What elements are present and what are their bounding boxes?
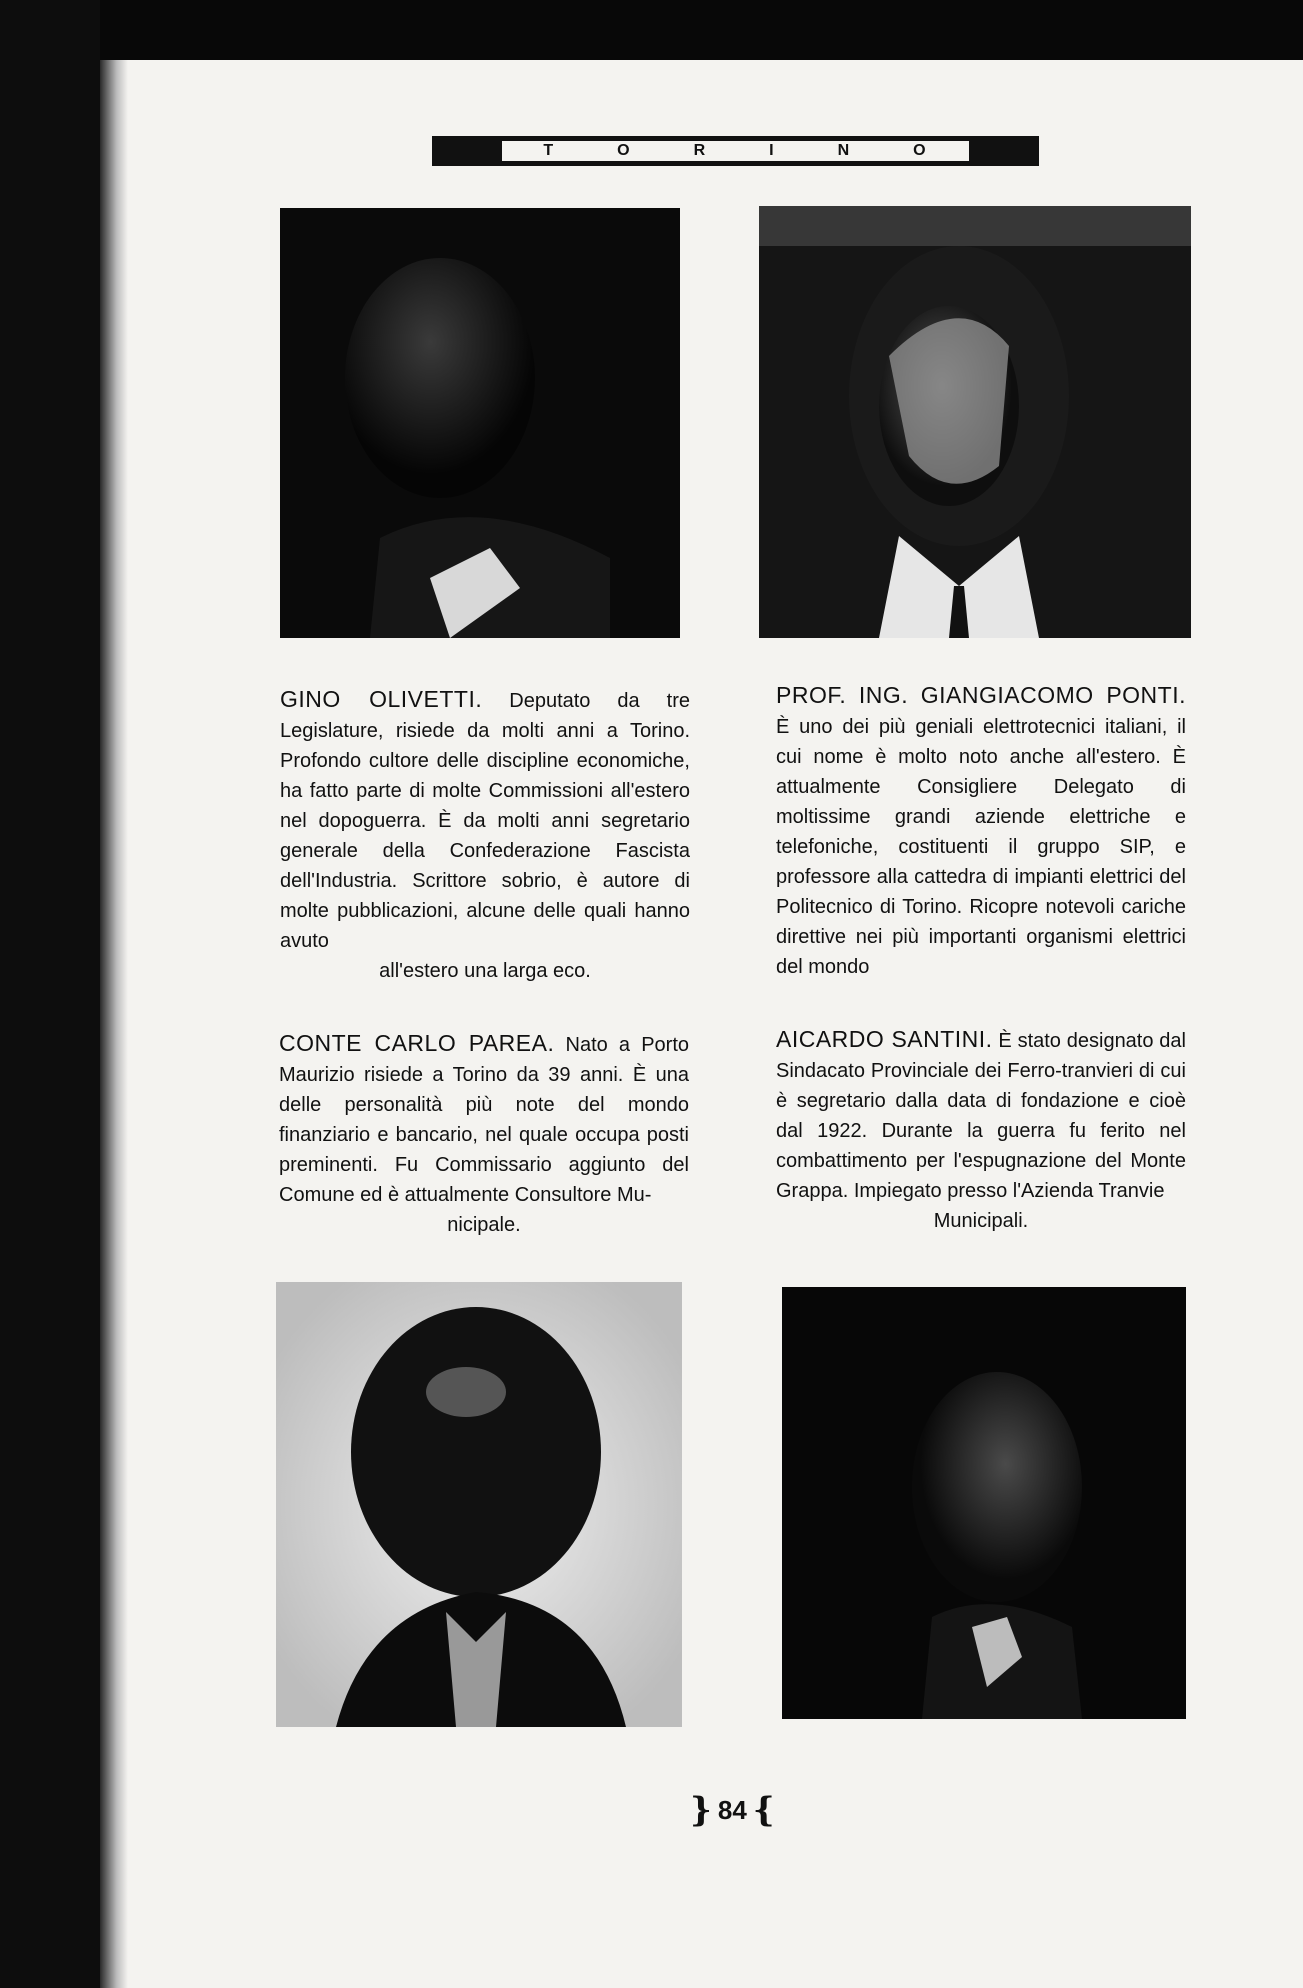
left-brace-ornament: } [690, 1790, 712, 1830]
person-name: GINO OLIVETTI. [280, 686, 483, 712]
page-number-value: 84 [717, 1794, 747, 1825]
portrait-parea [276, 1282, 682, 1727]
bio-last-line: all'estero una larga eco. [379, 960, 591, 982]
header-letter: R [693, 142, 708, 159]
header-letter: T [543, 142, 556, 159]
bio-text: Nato a Porto Maurizio risiede a Torino da 39 anni. È una delle personalità più note del mondo finanziario e bancario, nel quale occupa posti preminenti. Fu Commissario aggiunto del Comune ed è attualmente Consultore Mu- [279, 1034, 689, 1206]
person-name: PROF. ING. GIANGIACOMO PONTI. [776, 682, 1186, 708]
bio-text: Deputato da tre Legislature, risiede da molti anni a Torino. Profondo cultore delle discipline economiche, ha fatto parte di molte Commissioni all'estero nel dopoguerra. È da molti anni segretario generale della Confederazione Fascista dell'Industria. Scrittore sobrio, è autore di molte pubblicazioni, alcune delle quali hanno avuto [280, 690, 690, 952]
person-name: AICARDO SANTINI. [776, 1026, 993, 1052]
running-header [432, 136, 1039, 166]
caption-santini [776, 1024, 1186, 1236]
bio-text: È stato designato dal Sindacato Provinciale dei Ferro-tranvieri di cui è segretario dalla data di fondazione e cioè dal 1922. Durante la guerra fu ferito nel combattimento per l'espugnazione del Monte Grappa. Impiegato presso l'Azienda Tranvie [776, 1030, 1186, 1202]
portrait-ponti [759, 206, 1191, 638]
portrait-olivetti [280, 208, 680, 638]
header-letter: O [913, 142, 928, 159]
person-name: CONTE CARLO PAREA. [279, 1030, 555, 1056]
right-brace-ornament: { [752, 1790, 775, 1830]
bio-last-line: Municipali. [933, 1210, 1029, 1232]
portrait-santini [782, 1287, 1186, 1719]
header-ornament-left [432, 136, 502, 166]
page-number [690, 1790, 775, 1830]
header-letter: I [769, 142, 776, 159]
caption-olivetti [280, 684, 690, 986]
header-letter: O [617, 142, 632, 159]
header-ornament-right [969, 136, 1039, 166]
header-letter: N [837, 142, 852, 159]
caption-ponti [776, 680, 1186, 982]
bio-last-line: nicipale. [447, 1214, 521, 1236]
caption-parea [279, 1028, 689, 1240]
header-title [543, 142, 927, 160]
bio-text: È uno dei più geniali elettrotecnici italiani, il cui nome è molto noto anche all'estero. È attualmente Consigliere Delegato di moltissime grandi aziende elettriche e telefoniche, costituenti il gruppo SIP, e professore alla cattedra di impianti elettrici del Politecnico di Torino. Ricopre notevoli cariche direttive nei più importanti organismi elettrici del mondo [776, 716, 1186, 978]
